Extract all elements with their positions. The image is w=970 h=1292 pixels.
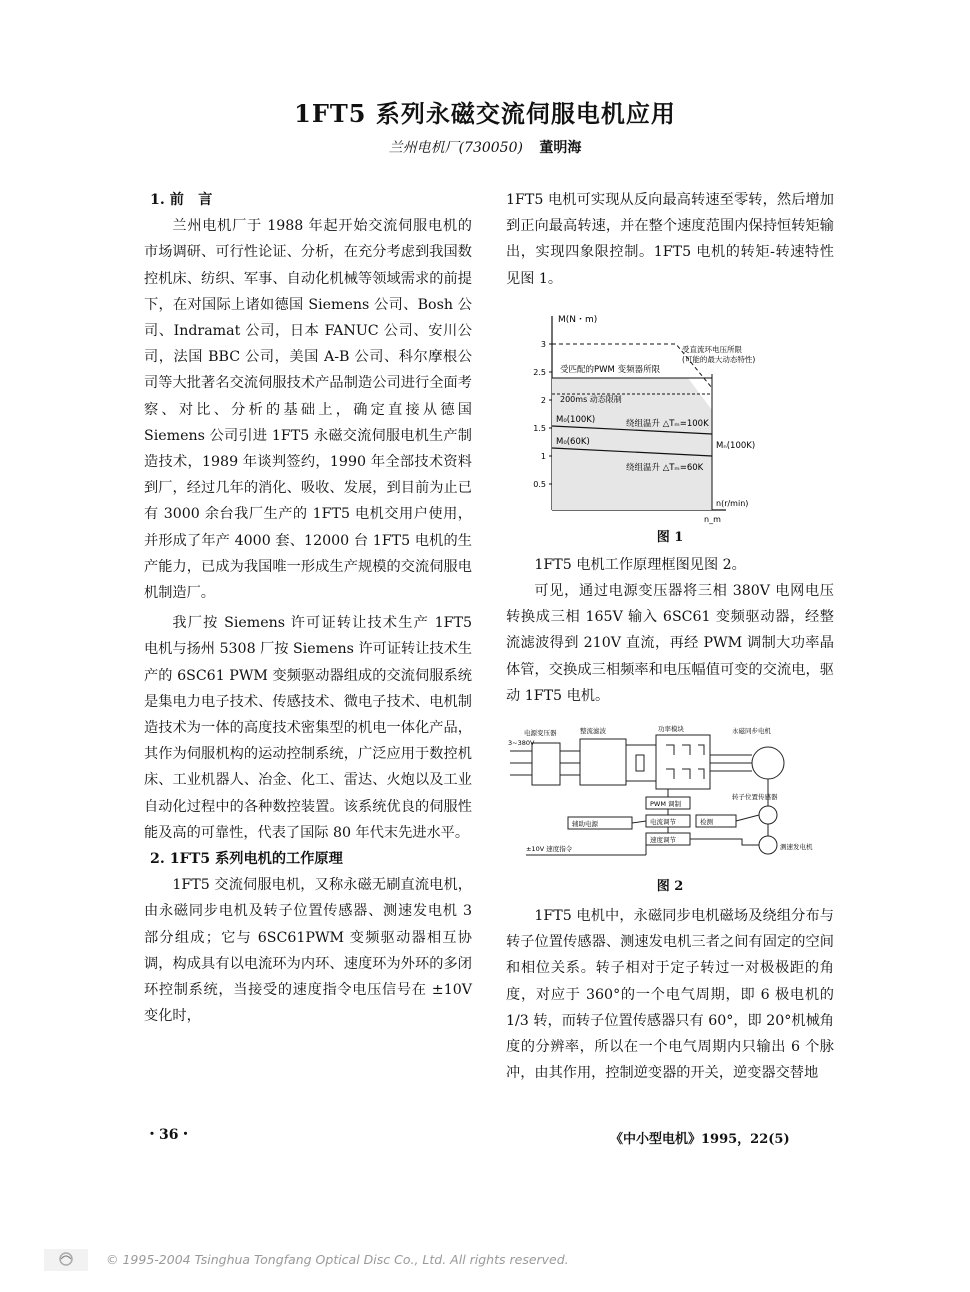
pwm-label: PWM 调制 (650, 800, 682, 809)
winding-60-label: 绕组温升 △Tₘ=60K (626, 462, 704, 473)
rectifier-block (580, 739, 626, 785)
pulse-limit-label: 200ms 动态限制 (560, 394, 622, 404)
paper-title: 1FT5 系列永磁交流伺服电机应用 (294, 99, 676, 128)
y-tick-label: 2.5 (533, 367, 546, 377)
y-tick-label: 1.5 (533, 423, 546, 433)
conn-4 (736, 815, 759, 821)
m60-label: M₀(60K) (556, 436, 590, 447)
author-line (0, 137, 970, 157)
section-1-paragraph-2: 我厂按 Siemens 许可证转让技术生产 1FT5 电机与扬州 5308 厂按 Siemens 许可证转让技术生产的 6SC61 PWM 变频驱动器组成的交流伺服系统是集电力电子技术、传感技术、微电子技术、电机制造技术为一体的高度技术密集型的机电一体化产品，其作为伺服机构的运动控制系统，广泛应用于数控机床、工业机器人、冶金、化工、雷达、火炮以及工业自动化过程中的各种数控装置。该系统优良的伺服性能及高的可靠性，代表了国际 80 年代末先进水平。 (144, 615, 472, 841)
detect-label: 检测 (700, 818, 713, 827)
tacho-symbol (759, 836, 777, 854)
cmd-label: ±10V 速度指令 (526, 845, 573, 854)
motor-label: 永磁同步电机 (732, 727, 771, 736)
copyright-text: © 1995-2004 Tsinghua Tongfang Optical Disc Co., Ltd. All rights reserved. (106, 1252, 569, 1267)
conn-5 (690, 839, 759, 845)
page-number: ・36・ (145, 1127, 193, 1143)
x-end-label: n_m (704, 514, 721, 524)
current-loop-label-2: (可能的最大动态特性) (682, 354, 756, 364)
y-tick-label: 1 (540, 451, 546, 461)
footer (44, 1249, 944, 1271)
y-tick-label: 2 (540, 395, 546, 405)
sensor-symbol (759, 806, 777, 824)
torque-speed-chart (506, 310, 834, 528)
right-paragraph-2: 1FT5 电机工作原理框图见图 2。 (534, 556, 746, 573)
inverter-block (656, 735, 710, 789)
transistors (666, 745, 704, 779)
current-reg-label: 电流调节 (650, 818, 676, 827)
right-paragraph-1: 1FT5 电机可实现从反向最高转速至零转，然后增加到正向最高转速，并在整个速度范围内保持恒转矩输出，实现四象限控制。1FT5 电机的转矩-转速特性见图 1。 (506, 192, 834, 287)
transformer-label: 电源变压器 (524, 729, 557, 738)
figure-1 (506, 310, 834, 548)
rectifier-label: 整流滤波 (580, 727, 606, 736)
section-1-paragraph-1: 兰州电机厂于 1988 年起开始交流伺服电机的市场调研、可行性论证、分析，在充分考虑到我国数控机床、纺织、军事、自动化机械等领域需求的前提下，在对国际上诸如德国 Siemens 公司、Bosh 公司、Indramat 公司，日本 FANUC 公司、安川公司，法国 BBC 公司，美国 A-B 公司、科尔摩根公司等大批著名交流伺服技术产品制造公司进行全面考察、对比、分析的基础上，确定直接从德国 Siemens 公司引进 1FT5 永磁交流伺服电机生产制造技术，1989 年谈判签约，1990 年全部技术资料到厂，经过几年的消化、吸收、发展，到目前为止已有 3000 余台我厂生产的 1FT5 电机交用户使用，并形成了年产 4000 套、12000 台 1FT5 电机的生产能力，已成为我国唯一形成生产规模的交流伺服电机制造厂。 (144, 218, 472, 602)
left-column (144, 187, 472, 1030)
sensor-label: 转子位置传感器 (732, 793, 778, 802)
figure-2 (506, 721, 834, 897)
journal-citation: 《中小型电机》1995，22(5) (610, 1132, 790, 1147)
figure-2-caption: 图 2 (656, 879, 684, 895)
author-name: 董明海 (539, 140, 582, 156)
section-2-paragraph-1: 1FT5 交流伺服电机，又称永磁无刷直流电机，由永磁同步电机及转子位置传感器、测速发电机 3 部分组成；它与 6SC61PWM 变频驱动器相互协调，构成具有以电流环为内环、速度环为外环的多闭环控制系统，当接受的速度指令电压信号在 ±10V 变化时， (144, 877, 472, 1025)
speed-reg-label: 速度调节 (650, 836, 676, 845)
y-tick-label: 0.5 (533, 479, 546, 489)
capacitor (636, 755, 644, 771)
conn-6 (632, 821, 646, 823)
motor-symbol (752, 747, 784, 779)
x-axis-label: n(r/min) (716, 498, 749, 508)
right-column (506, 187, 834, 1086)
power-supply-label: 辅助电源 (572, 820, 598, 829)
input-label: 3~380V (508, 739, 535, 748)
cnki-logo-icon (44, 1249, 88, 1271)
y-tick-labels (533, 340, 552, 489)
tacho-label: 测速发电机 (780, 843, 813, 852)
current-loop-label: 受直流环电压所限 (682, 344, 742, 354)
section-2-heading: 2. 1FT5 系列电机的工作原理 (150, 851, 343, 868)
author-affiliation: 兰州电机厂(730050) (388, 140, 523, 156)
m100-label: M₀(100K) (556, 414, 596, 425)
pwm-limit-label: 受匹配的PWM 变频器所限 (560, 364, 661, 375)
y-tick-label: 3 (540, 339, 546, 349)
winding-100-label: 绕组温升 △Tₘ=100K (626, 418, 709, 429)
y-axis-label: M(N・m) (558, 314, 598, 325)
right-paragraph-3: 可见，通过电源变压器将三相 380V 电网电压转换成三相 165V 输入 6SC61 变频驱动器，经整流滤波得到 210V 直流，再经 PWM 调制大功率晶体管，交换成三相频率和电压幅值可变的交流电，驱动 1FT5 电机。 (506, 583, 834, 704)
block-diagram (506, 721, 834, 871)
mn100-label: Mₙ(100K) (716, 440, 756, 451)
figure-1-caption: 图 1 (656, 529, 684, 545)
right-paragraph-4: 1FT5 电机中，永磁同步电机磁场及绕组分布与转子位置传感器、测速发电机三者之间有固定的空间和相位关系。转子相对于定子转过一对极极距的角度，对应于 360°的一个电气周期，即 6 极电机的 1/3 转，而转子位置传感器只有 60°，即 20°机械角度的分辨率，所以在一个电气周期内只输出 6 个脉冲，由其作用，控制逆变器的开关，逆变器交替地 (506, 908, 834, 1082)
section-1-heading: 1. 前 言 (150, 192, 213, 208)
transformer-block (532, 743, 560, 785)
inverter-label: 功率模块 (658, 725, 684, 734)
